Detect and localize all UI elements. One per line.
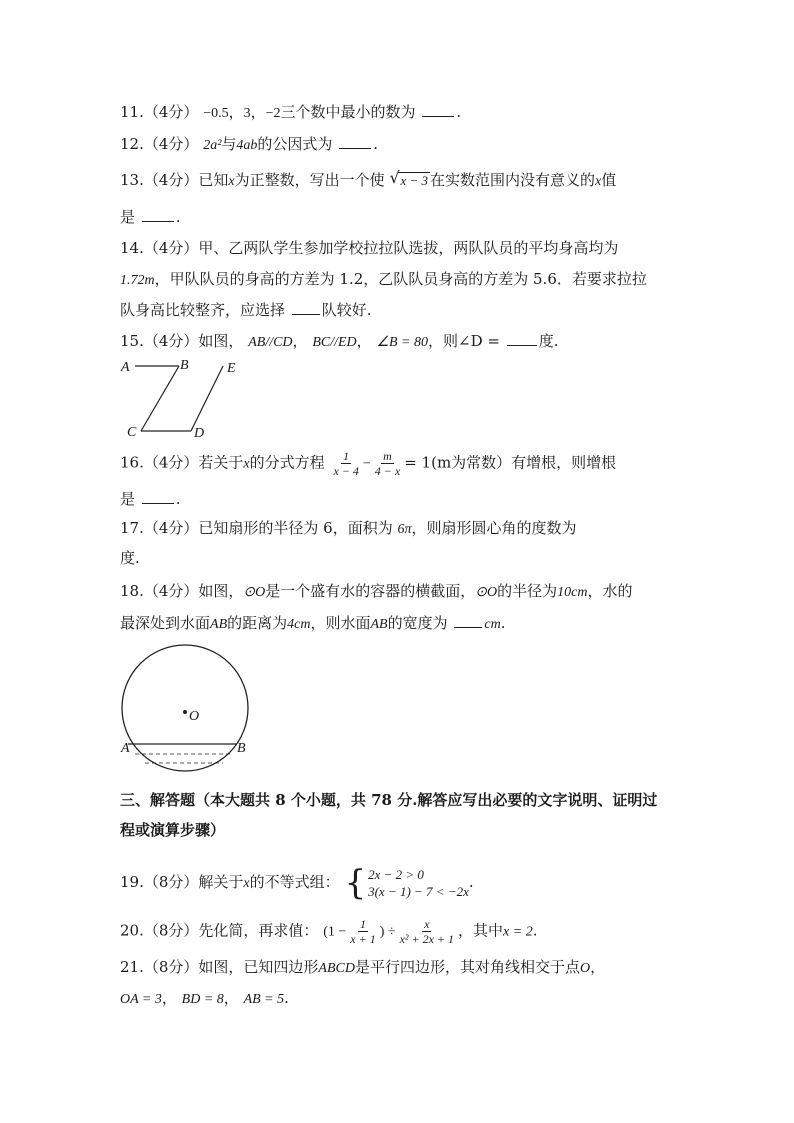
sqrt-expression: √ x − 3 [389, 168, 428, 188]
segment-ab-label: AB [210, 617, 228, 632]
expression-2: 4ab [236, 138, 258, 153]
answer-blank[interactable] [422, 102, 454, 117]
question-14-line-3 [120, 300, 372, 320]
question-16-line-2: 是 . [120, 490, 181, 508]
numerator: m [383, 449, 392, 463]
question-text: 的宽度为 [387, 614, 448, 632]
answer-blank[interactable] [142, 489, 174, 504]
question-text: 的不等式组： [249, 873, 340, 891]
period: . [468, 873, 474, 891]
question-number: 11. [120, 103, 144, 121]
points: （4分） [143, 332, 199, 350]
question-text: 为正整数，写出一个使 [234, 171, 385, 189]
question-19 [120, 863, 474, 903]
question-number: 21. [120, 958, 144, 976]
question-text: 的半径为 [497, 582, 558, 600]
fraction-1 [348, 917, 377, 946]
condition: x = 2 [503, 924, 533, 940]
point-o: O [580, 961, 591, 976]
period: . [284, 989, 289, 1007]
height-value: 1.72m [120, 273, 155, 288]
question-text: = 1(m为常数）有增根，则增根 [404, 453, 617, 472]
question-number: 15. [120, 332, 144, 350]
label-a: A [121, 360, 130, 375]
expression-part: ) ÷ [379, 924, 396, 940]
value-a: −0.5 [203, 106, 229, 121]
question-text: 如图，已知四边形 [198, 958, 319, 976]
label-d: D [194, 426, 205, 440]
fraction-2 [373, 449, 402, 478]
question-number: 19. [120, 873, 144, 891]
segment-de [191, 366, 223, 431]
answer-blank[interactable] [339, 134, 371, 149]
question-text: 的分式方程 [249, 453, 325, 472]
question-number: 13. [120, 171, 144, 189]
separator: ， [223, 989, 239, 1007]
label-a: A [121, 741, 130, 756]
question-20 [120, 917, 537, 946]
question-18 [120, 581, 632, 603]
section-title: 三、解答题（本大题共 8 个小题，共 78 分.解答应写出必要的文字说明、证明过 [120, 791, 658, 809]
variable-x: x [243, 456, 250, 472]
question-text: 已知 [198, 171, 229, 189]
quadrilateral-name: ABCD [318, 961, 355, 976]
section-title: 程或演算步骤） [120, 821, 226, 839]
circle-o: ⊙O [475, 585, 498, 600]
question-text: 的公因式为 [257, 135, 333, 153]
value-b: 3 [243, 106, 251, 121]
question-17 [120, 518, 577, 540]
label-c: C [127, 425, 137, 440]
label-b: B [180, 358, 189, 373]
question-text: 最深处到水面 [120, 614, 211, 632]
denominator: x² + 2x + 1 [399, 932, 455, 946]
answer-blank[interactable] [507, 331, 537, 346]
points: （4分） [143, 103, 199, 121]
question-text: 度. [538, 332, 559, 350]
question-text: 已知扇形的半径为 6，面积为 [198, 519, 393, 537]
label-b: B [237, 741, 246, 756]
inequality-1: 2x − 2 > 0 [368, 867, 424, 882]
points: （4分） [143, 239, 199, 257]
question-18-line-2 [120, 613, 506, 635]
question-text: 度. [120, 549, 140, 567]
question-text: 是 [120, 490, 136, 508]
question-number: 12. [120, 135, 144, 153]
condition-bd: BD = 8 [181, 992, 224, 1007]
question-number: 16. [120, 453, 144, 472]
question-text: 先化简，再求值： [198, 921, 319, 940]
question-number: 18. [120, 582, 144, 600]
parallel-lines-figure [115, 355, 245, 440]
question-text: 是一个盛有水的容器的横截面， [265, 582, 476, 600]
question-text: 的距离为 [227, 614, 288, 632]
question-text: 甲、乙两队学生参加学校拉拉队选拔，两队队员的平均身高均为 [198, 239, 619, 257]
label-e: E [227, 361, 236, 376]
inequality-2: 3(x − 1) − 7 < −2x [368, 884, 469, 899]
denominator: x + 1 [350, 932, 376, 946]
question-number: 14. [120, 239, 144, 257]
points: （4分） [143, 135, 199, 153]
question-text: ，其中 [458, 921, 504, 940]
center-point [183, 710, 187, 714]
question-21 [120, 957, 605, 979]
depth-value: 4cm [287, 617, 311, 632]
condition-oa: OA = 3 [120, 992, 162, 1007]
points: （8分） [143, 873, 199, 891]
condition-1: AB//CD [248, 335, 293, 350]
points: （4分） [143, 519, 199, 537]
answer-blank[interactable] [142, 207, 174, 222]
question-text: ，甲队队员的身高的方差为 1.2，乙队队员身高的方差为 5.6．若要求拉拉 [154, 270, 647, 288]
question-text: 如图， [198, 582, 244, 600]
question-text: 队较好. [321, 301, 372, 319]
numerator: x [424, 917, 430, 931]
value-c: −2 [265, 106, 281, 121]
expression-1: 2a² [203, 138, 222, 153]
question-11: 11.（4分） −0.5，3，−2三个数中最小的数为 . [120, 103, 462, 121]
question-text: ，则扇形圆心角的度数为 [411, 519, 577, 537]
question-17-line-2 [120, 548, 140, 568]
inequality-system: { 2x − 2 > 0 3(x − 1) − 7 < −2x [344, 863, 469, 903]
question-21-line-2 [120, 988, 289, 1010]
question-15: 15.（4分）如图， AB//CD， BC//ED， ∠B = 80，则∠D = 度. [120, 332, 559, 350]
question-text: 若关于 [198, 453, 244, 472]
minus-sign: − [362, 456, 371, 472]
segment-ab-label: AB [370, 617, 388, 632]
question-14-line-2 [120, 269, 647, 291]
answer-blank[interactable] [292, 300, 320, 315]
question-text: 在实数范围内没有意义的 [429, 171, 595, 189]
numerator: 1 [359, 917, 366, 931]
period: . [500, 614, 506, 632]
expression-part: (1 − [323, 924, 347, 940]
circle-outline [122, 645, 248, 771]
condition-3: ∠B = 80 [376, 335, 429, 350]
question-text: ，水的 [587, 582, 633, 600]
question-text: 值 [601, 171, 617, 189]
points: （4分） [143, 171, 199, 189]
question-text: 则∠D = [443, 332, 500, 350]
section-heading-line-2 [120, 820, 225, 840]
question-13 [120, 170, 616, 192]
variable-x: x [228, 174, 235, 189]
section-heading [120, 790, 657, 810]
denominator: 4 − x [374, 464, 401, 478]
points: （8分） [143, 958, 199, 976]
points: （4分） [143, 453, 199, 472]
radicand: x − 3 [400, 173, 428, 188]
circle-container-figure [115, 644, 265, 776]
variable-x: x [595, 174, 602, 189]
denominator: x − 4 [333, 464, 359, 478]
question-12: 12.（4分） 2a²与4ab的公因式为 . [120, 135, 378, 153]
question-text: 如图， [198, 332, 244, 350]
question-14 [120, 238, 618, 258]
condition-ab: AB = 5 [243, 992, 285, 1007]
question-text: ，则水面 [310, 614, 371, 632]
question-number: 20. [120, 921, 144, 940]
question-text: 是平行四边形，其对角线相交于点 [354, 958, 580, 976]
label-o: O [189, 709, 200, 724]
condition-2: BC//ED [312, 335, 357, 350]
connector-text: 与 [221, 135, 237, 153]
period: . [532, 921, 538, 940]
separator: ， [161, 989, 177, 1007]
points: （4分） [143, 582, 199, 600]
variable-x: x [243, 876, 250, 891]
question-13-line-2: 是 . [120, 208, 181, 226]
question-text: 队身高比较整齐，应选择 [120, 301, 286, 319]
question-text: 是 [120, 208, 136, 226]
question-text: ， [590, 958, 606, 976]
circle-o: ⊙O [243, 585, 266, 600]
fraction-1 [331, 449, 360, 478]
question-16 [120, 449, 616, 478]
radius-value: 10cm [557, 585, 588, 600]
area-value: 6π [397, 522, 412, 537]
points: （8分） [143, 921, 199, 940]
question-text: 三个数中最小的数为 [280, 103, 416, 121]
unit: cm [484, 617, 501, 632]
answer-blank[interactable] [454, 613, 482, 628]
numerator: 1 [343, 449, 350, 463]
segment-bc [141, 366, 179, 431]
question-text: 解关于 [198, 873, 244, 891]
question-number: 17. [120, 519, 144, 537]
fraction-2 [398, 917, 456, 946]
